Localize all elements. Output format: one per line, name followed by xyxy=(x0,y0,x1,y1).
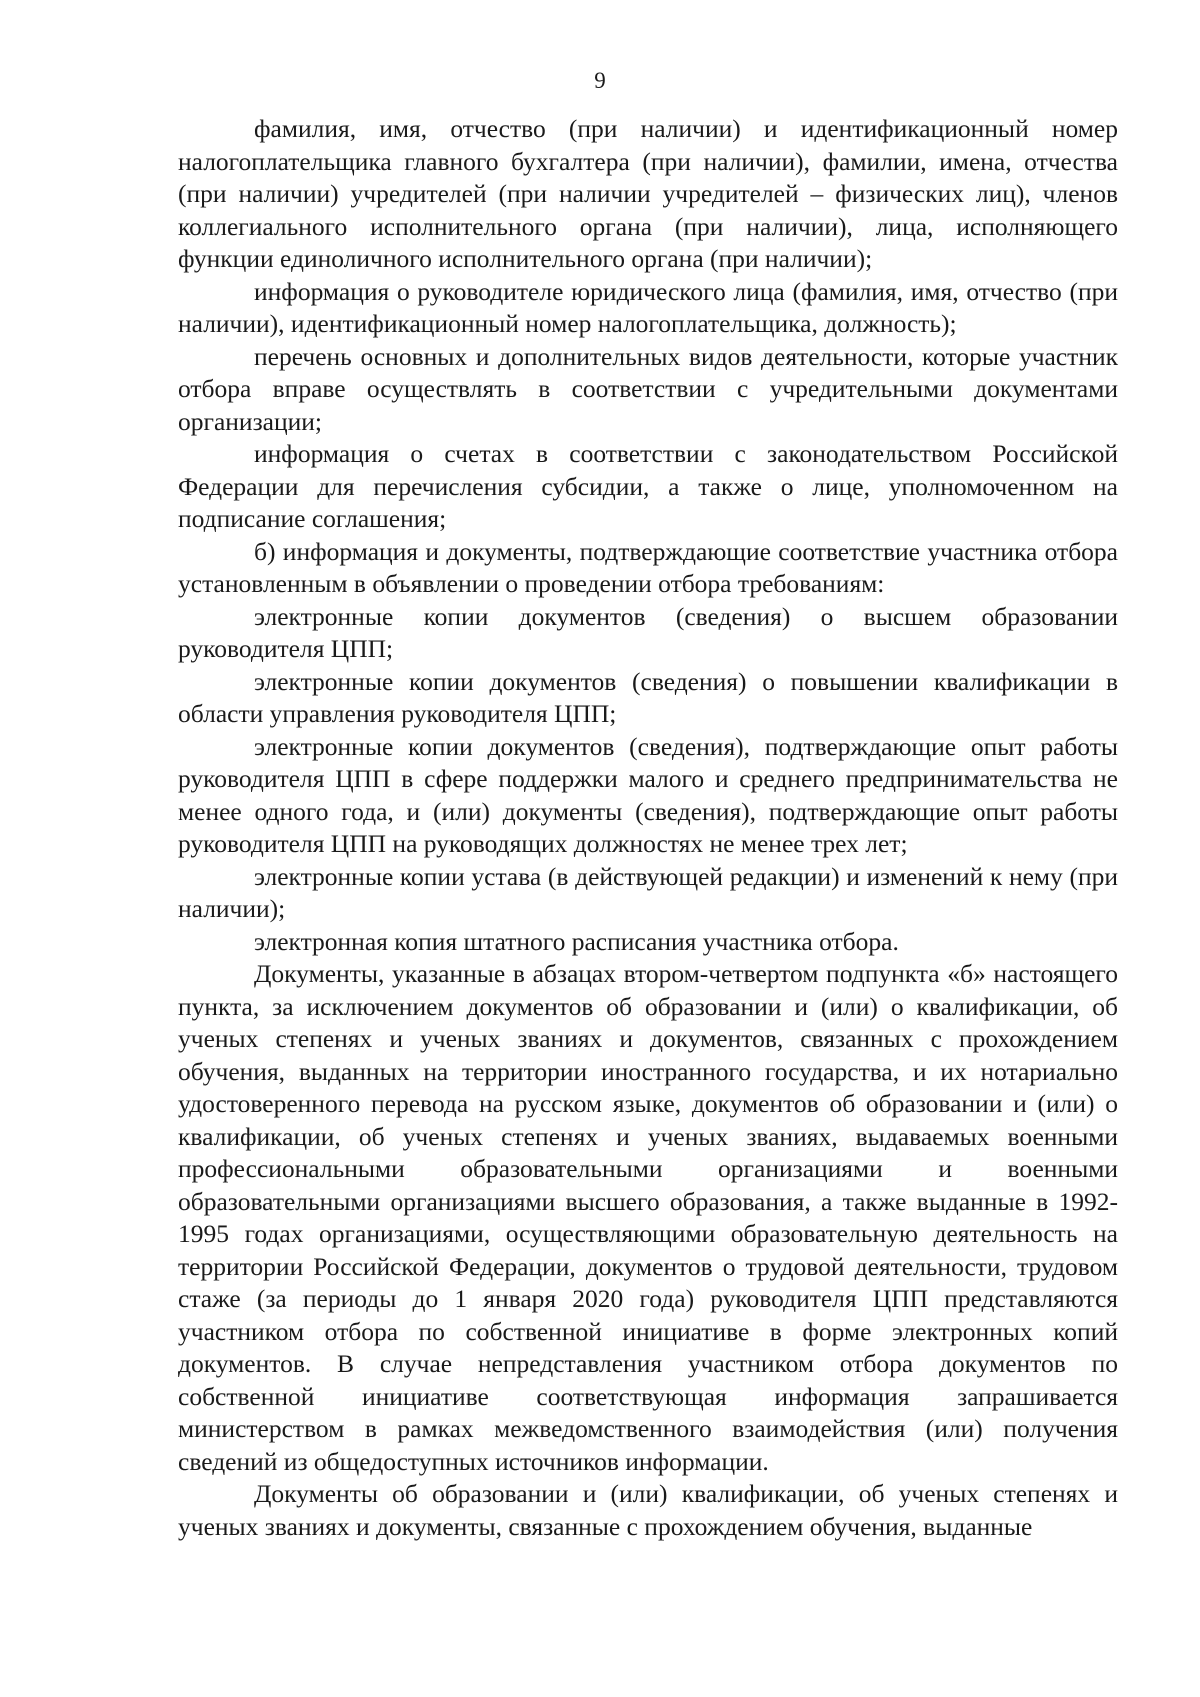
paragraph-subitem-b: б) информация и документы, подтверждающие соответствие участника отбора установленным в объявлении о проведении отбора требованиям: xyxy=(178,536,1118,598)
paragraph-activities-list: перечень основных и дополнительных видов деятельности, которые участник отбора вправе осуществлять в соответствии с учредительными документами организации; xyxy=(178,341,1118,436)
paragraph-documents-submission: Документы, указанные в абзацах втором-четвертом подпункта «б» настоящего пункта, за исключением документов об образовании и (или) о квалификации, об ученых степенях и ученых званиях и документов, связанных с прохождением обучения, выданных на территории иностранного государства, и их нотариально удостоверенного перевода на русском языке, документов об образовании и (или) о квалификации, об ученых степенях и ученых званиях, выдаваемых военными профессиональными образовательными организациями и военными образовательными организациями высшего образования, а также выданные в 1992-1995 годах организациями, осуществляющими образовательную деятельность на территории Российской Федерации, документов о трудовой деятельности, трудовом стаже (за периоды до 1 января 2020 года) руководителя ЦПП представляются участником отбора по собственной инициативе в форме электронных копий документов. В случае непредставления участником отбора документов по собственной инициативе соответствующая информация запрашивается министерством в рамках межведомственного взаимодействия (или) получения сведений из общедоступных источников информации. xyxy=(178,959,1118,1476)
paragraph-bank-accounts: информация о счетах в соответствии с законодательством Российской Федерации для перечисления субсидии, а также о лице, уполномоченном на подписание соглашения; xyxy=(178,439,1118,533)
paragraph-qualification-copies: электронные копии документов (сведения) о повышении квалификации в области управления руководителя ЦПП; xyxy=(178,666,1118,728)
paragraph-staff-schedule-copy: электронная копия штатного расписания участника отбора. xyxy=(254,926,899,956)
paragraph-higher-education-copies: электронные копии документов (сведения) о высшем образовании руководителя ЦПП; xyxy=(178,601,1118,663)
page-number: 9 xyxy=(594,68,606,93)
paragraph-foreign-documents: Документы об образовании и (или) квалификации, об ученых степенях и ученых званиях и документы, связанные с прохождением обучения, выданные xyxy=(178,1479,1118,1541)
document-body xyxy=(178,113,1118,1543)
paragraph-head-of-legal-entity: информация о руководителе юридического лица (фамилия, имя, отчество (при наличии), идентификационный номер налогоплательщика, должность); xyxy=(178,276,1118,338)
paragraph-charter-copies: электронные копии устава (в действующей редакции) и изменений к нему (при наличии); xyxy=(178,861,1118,923)
paragraph-work-experience-copies: электронные копии документов (сведения), подтверждающие опыт работы руководителя ЦПП в сфере поддержки малого и среднего предпринимательства не менее одного года, и (или) документы (сведения), подтверждающие опыт работы руководителя ЦПП на руководящих должностях не менее трех лет; xyxy=(178,731,1118,858)
paragraph-chief-accountant-founders: фамилия, имя, отчество (при наличии) и идентификационный номер налогоплательщика главного бухгалтера (при наличии), фамилии, имена, отчества (при наличии) учредителей (при наличии учредителей – физических лиц), членов коллегиального исполнительного органа (при наличии), лица, исполняющего функции единоличного исполнительного органа (при наличии); xyxy=(178,114,1118,273)
